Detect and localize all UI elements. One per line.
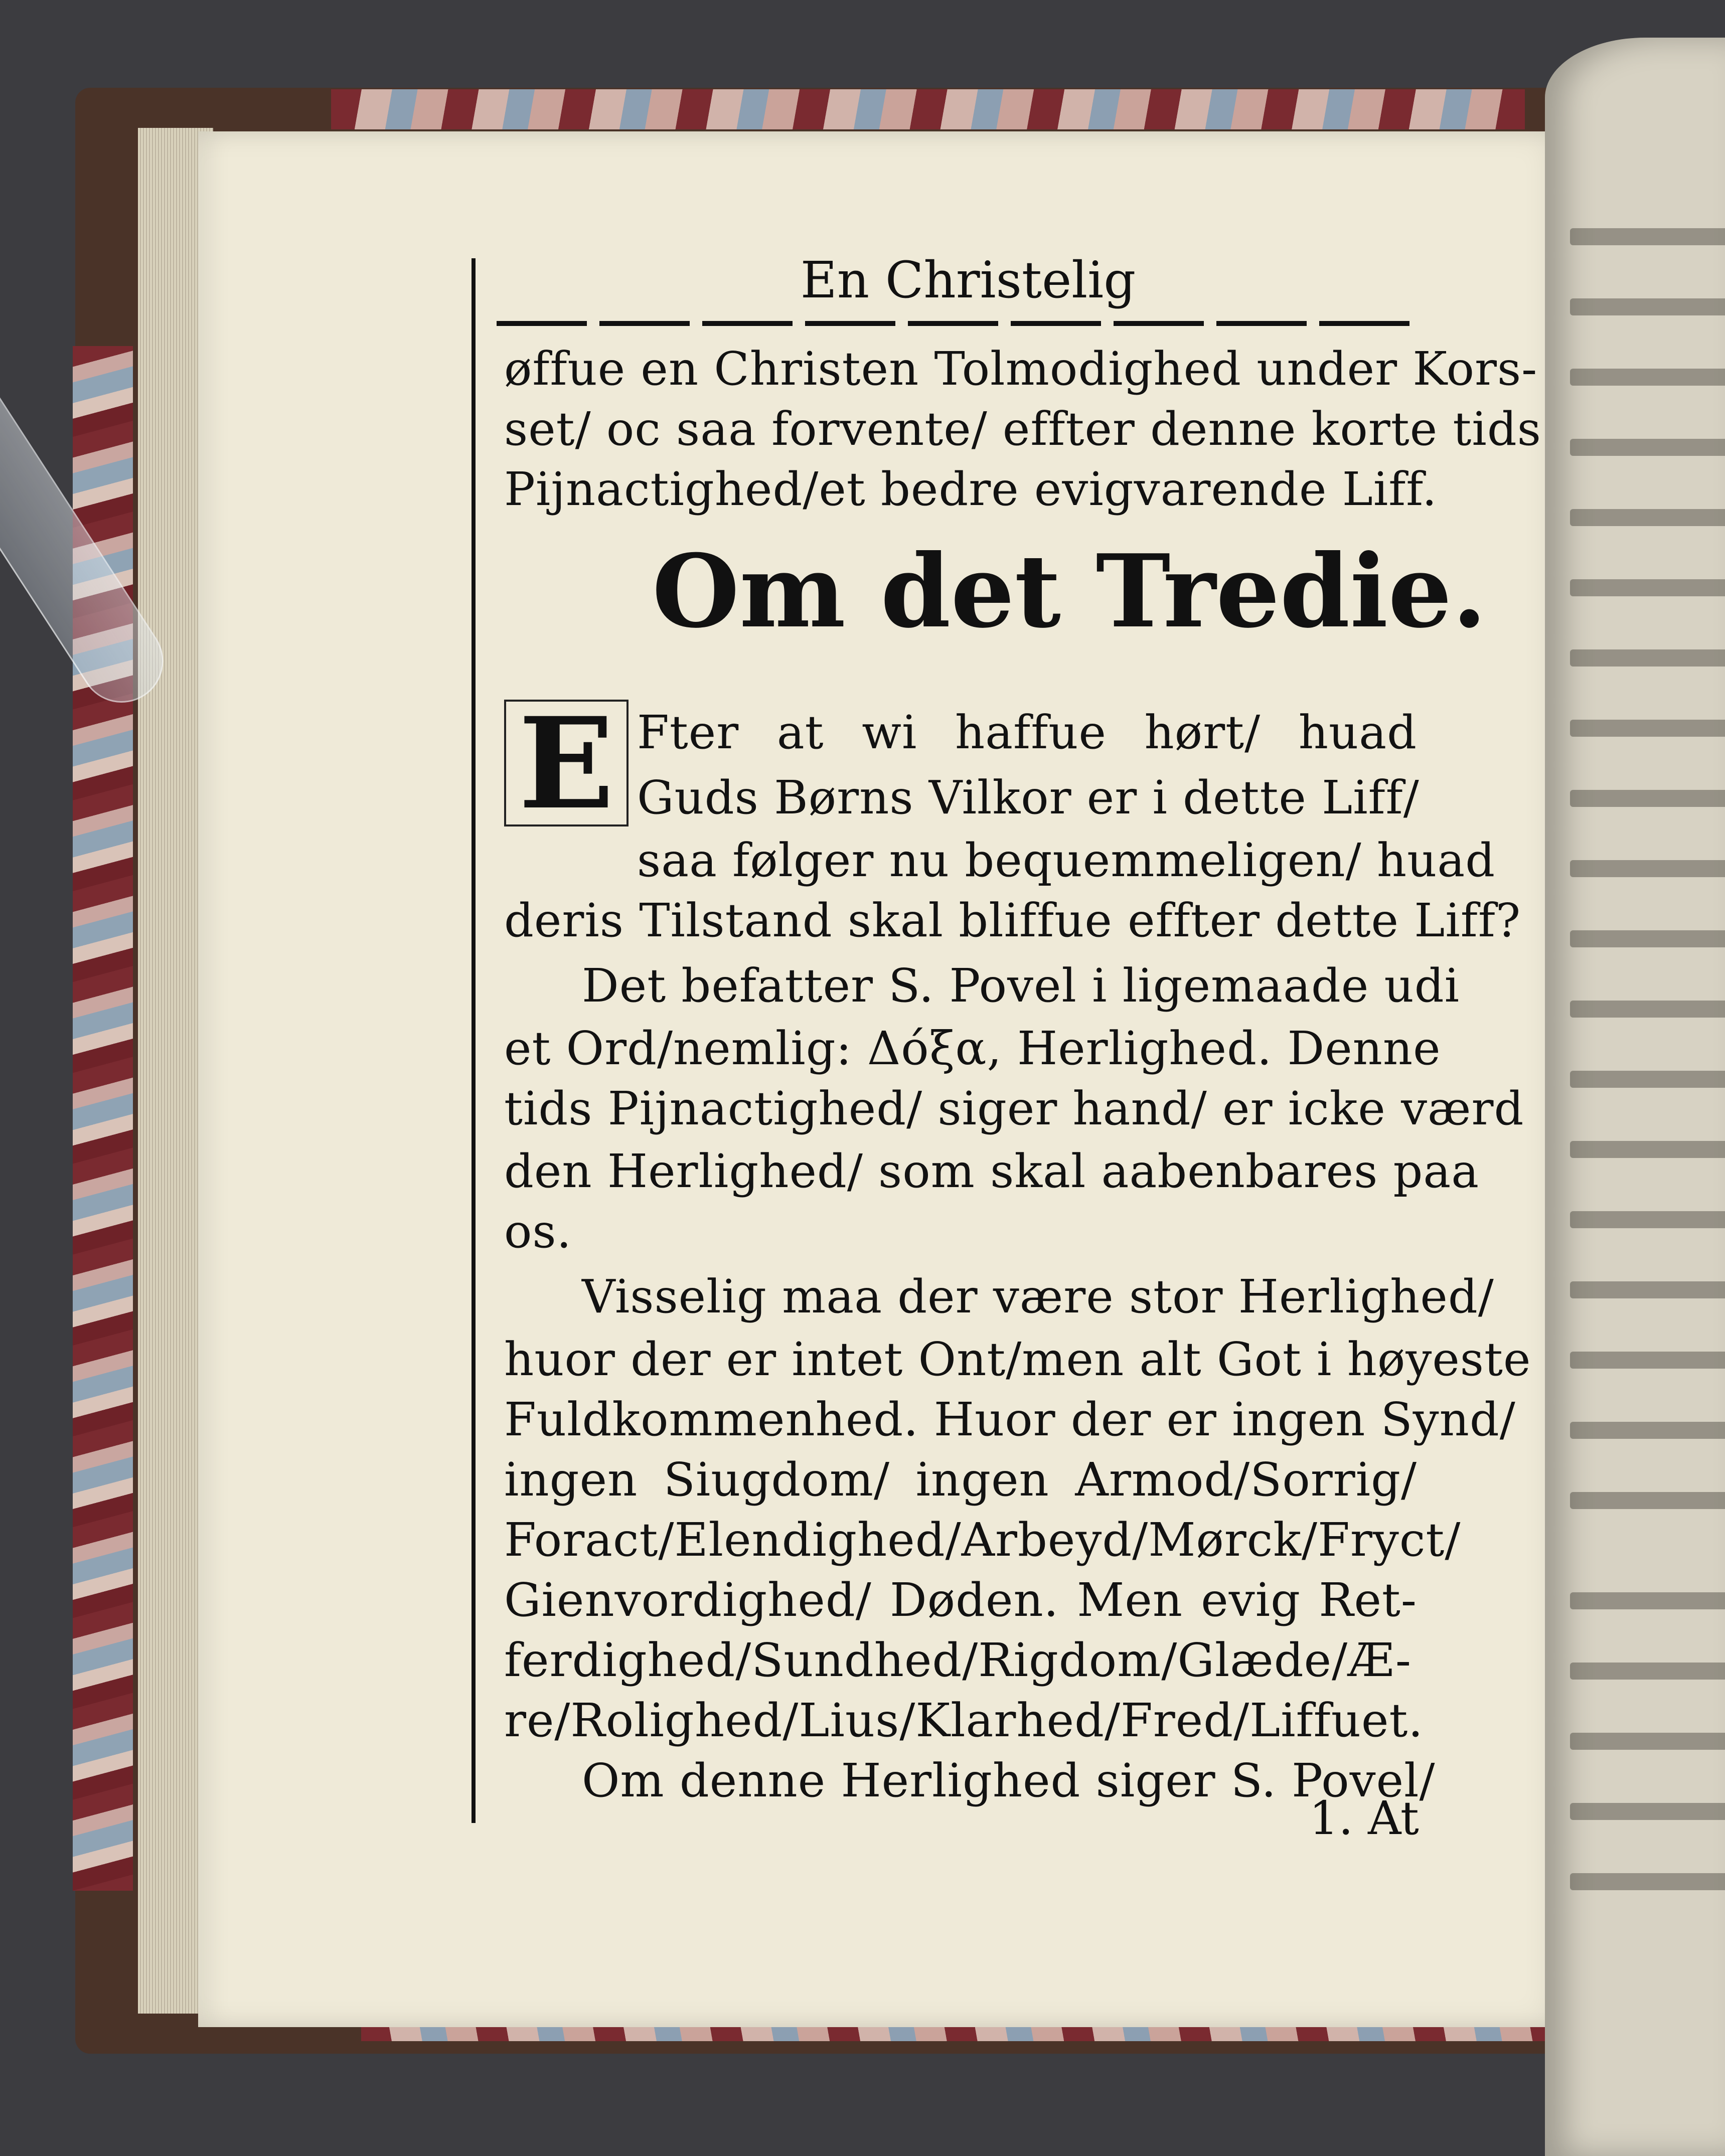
text-line: re/Rolighed/Lius/Klarhed/Fred/Liffuet. (504, 1694, 1424, 1747)
drop-initial: E (504, 700, 629, 826)
text-line: Visselig maa der være stor Herlighed/ (582, 1270, 1494, 1323)
running-head: En Christelig (800, 251, 1136, 309)
text-line: ingen Siugdom/ ingen Armod/Sorrig/ (504, 1453, 1417, 1507)
text-line: Foract/Elendighed/Arbeyd/Mørck/Fryct/ (504, 1513, 1461, 1567)
text-line: set/ oc saa forvente/ effter denne korte tids (504, 402, 1541, 456)
text-line: tids Pijnactighed/ siger hand/ er icke værd (504, 1082, 1524, 1135)
text-line: Pijnactighed/et bedre evigvarende Liff. (504, 462, 1438, 516)
margin-rule (472, 258, 476, 1823)
text-line: saa følger nu bequemmeligen/ huad (637, 834, 1496, 887)
marbled-top-edge (331, 89, 1525, 129)
text-line: Om denne Herlighed siger S. Povel/ (582, 1754, 1436, 1807)
text-line: Det befatter S. Povel i ligemaade udi (582, 959, 1460, 1013)
text-line: Guds Børns Vilkor er i dette Liff/ (637, 771, 1420, 824)
text-line: os. (504, 1205, 572, 1258)
text-line: Fuldkommenhed. Huor der er ingen Synd/ (504, 1393, 1516, 1446)
header-rule (497, 321, 1415, 326)
catchword: 1. At (1309, 1791, 1419, 1845)
text-line: Gienvordighed/ Døden. Men evig Ret- (504, 1573, 1417, 1627)
text-line: et Ord/nemlig: Δόξα, Herlighed. Denne (504, 1022, 1441, 1075)
text-line: huor der er intet Ont/men alt Got i høyeste (504, 1333, 1531, 1386)
text-line: Fter at wi haffue hørt/ huad (637, 706, 1417, 759)
text-line: ferdighed/Sundhed/Rigdom/Glæde/Æ- (504, 1633, 1412, 1687)
right-page-partial (1545, 38, 1725, 2156)
text-line: den Herlighed/ som skal aabenbares paa (504, 1144, 1480, 1198)
text-line: deris Tilstand skal bliffue effter dette Liff? (504, 894, 1521, 947)
text-line: øffue en Christen Tolmodighed under Kors- (504, 342, 1538, 396)
section-heading: Om det Tredie. (652, 533, 1487, 650)
